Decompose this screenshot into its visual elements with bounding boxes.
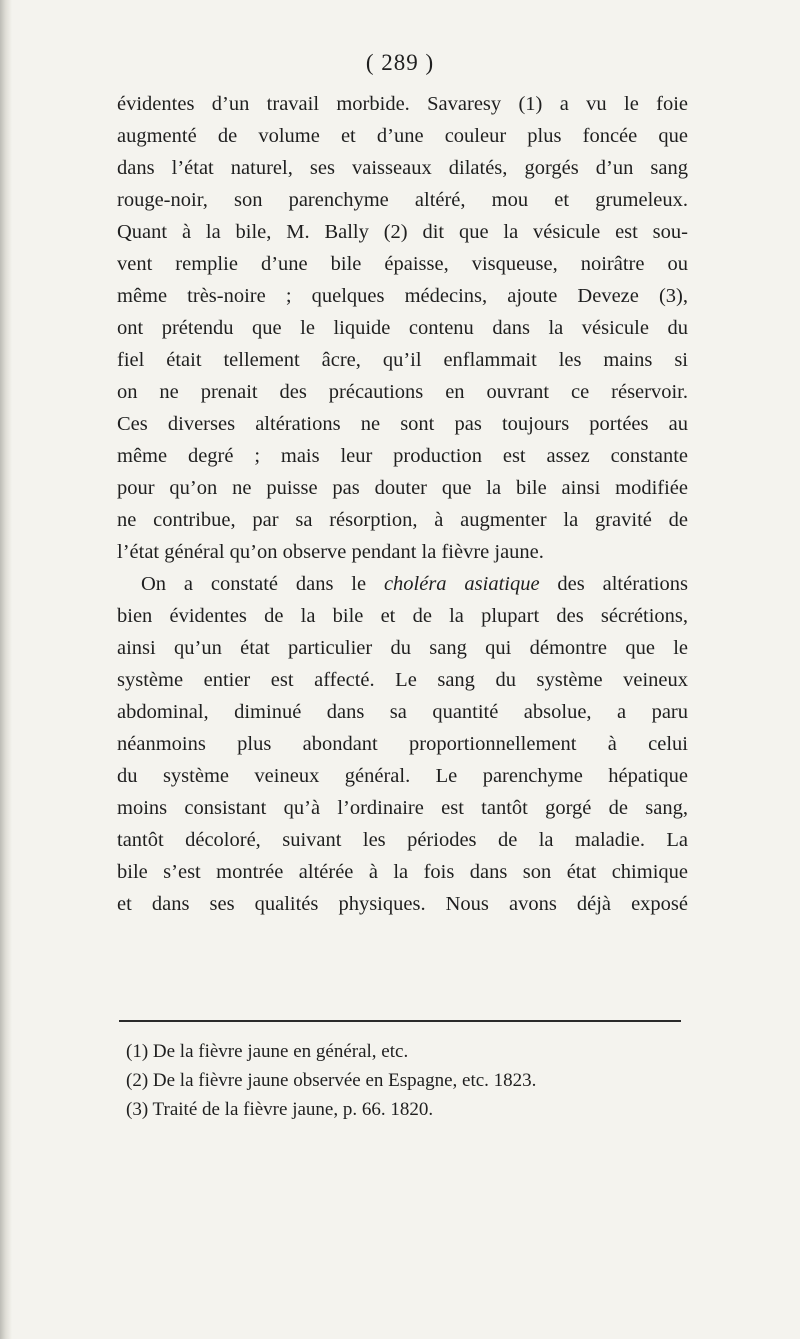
text-line: pour qu’on ne puisse pas douter que la bile ainsi modifiée xyxy=(117,477,688,499)
text-line: ainsi qu’un état particulier du sang qui démontre que le xyxy=(117,637,688,659)
text-line: augmenté de volume et d’une couleur plus foncée que xyxy=(117,125,688,147)
paragraph-start-line xyxy=(117,568,688,600)
text-line: bien évidentes de la bile et de la plupart des sécrétions, xyxy=(117,605,688,627)
text-line: Quant à la bile, M. Bally (2) dit que la vésicule est sou- xyxy=(117,221,688,243)
text-line: même degré ; mais leur production est assez constante xyxy=(117,445,688,467)
body-text xyxy=(117,88,688,920)
text-run: On a constaté dans le xyxy=(141,573,384,595)
text-line: même très-noire ; quelques médecins, ajoute Deveze (3), xyxy=(117,285,688,307)
text-line: du système veineux général. Le parenchyme hépatique xyxy=(117,765,688,787)
text-line: dans l’état naturel, ses vaisseaux dilatés, gorgés d’un sang xyxy=(117,157,688,179)
footnote: (3) Traité de la fièvre jaune, p. 66. 1820. xyxy=(126,1099,434,1120)
italic-term: choléra asiatique xyxy=(383,573,540,595)
footnote-divider xyxy=(119,1020,681,1022)
text-line: évidentes d’un travail morbide. Savaresy (1) a vu le foie xyxy=(117,93,688,115)
text-line: tantôt décoloré, suivant les périodes de la maladie. La xyxy=(117,829,688,851)
text-line: on ne prenait des précautions en ouvrant ce réservoir. xyxy=(117,381,688,403)
text-line: système entier est affecté. Le sang du système veineux xyxy=(117,669,688,691)
page-number: ( 289 ) xyxy=(365,50,435,75)
text-line: ont prétendu que le liquide contenu dans la vésicule du xyxy=(117,317,688,339)
text-line: rouge-noir, son parenchyme altéré, mou et grumeleux. xyxy=(117,189,688,211)
text-run: des altérations xyxy=(539,573,688,595)
text-line: abdominal, diminué dans sa quantité absolue, a paru xyxy=(117,701,688,723)
text-line: bile s’est montrée altérée à la fois dans son état chimique xyxy=(117,861,688,883)
text-line: et dans ses qualités physiques. Nous avons déjà exposé xyxy=(117,893,688,915)
text-line: moins consistant qu’à l’ordinaire est tantôt gorgé de sang, xyxy=(117,797,688,819)
text-line: l’état général qu’on observe pendant la fièvre jaune. xyxy=(117,541,544,563)
footnotes xyxy=(126,1037,686,1124)
footnote: (2) De la fièvre jaune observée en Espagne, etc. 1823. xyxy=(126,1070,537,1091)
text-line: ne contribue, par sa résorption, à augmenter la gravité de xyxy=(117,509,688,531)
text-line: Ces diverses altérations ne sont pas toujours portées au xyxy=(117,413,688,435)
page-gutter-shadow xyxy=(0,0,12,1339)
text-line: fiel était tellement âcre, qu’il enflammait les mains si xyxy=(117,349,688,371)
text-line: néanmoins plus abondant proportionnellement à celui xyxy=(117,733,688,755)
footnote: (1) De la fièvre jaune en général, etc. xyxy=(126,1041,409,1062)
text-line: vent remplie d’une bile épaisse, visqueuse, noirâtre ou xyxy=(117,253,688,275)
